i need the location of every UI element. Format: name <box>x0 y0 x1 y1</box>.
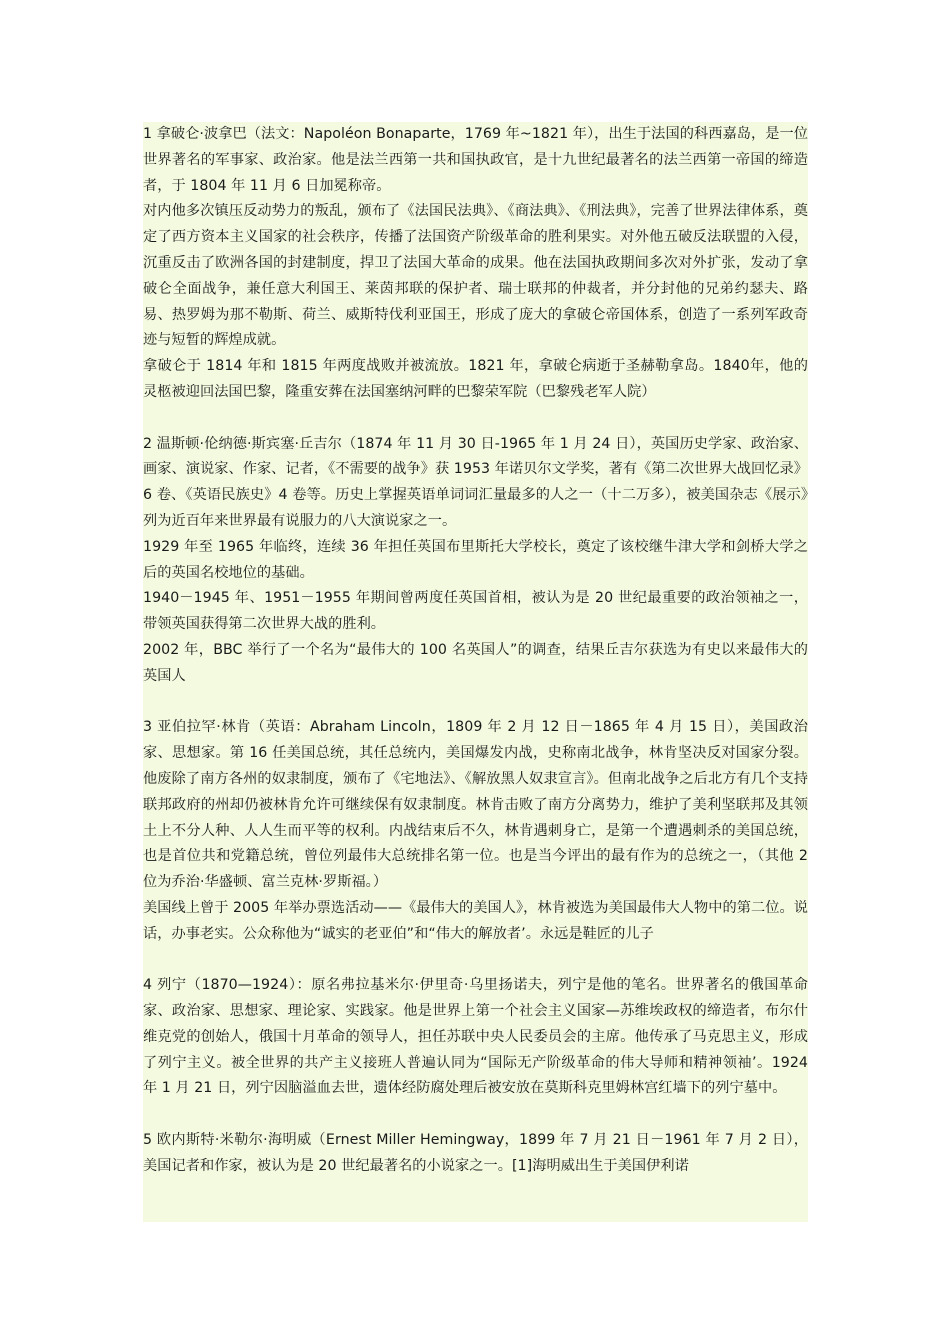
paragraph-lincoln-vote: 美国线上曾于 2005 年举办票选活动——《最伟大的美国人》，林肯被选为美国最伟大人物中的第二位。说话，办事老实。公众称他为“诚实的老亚伯”和“伟大的解放者’。永远是鞋匠的儿子 <box>143 899 808 942</box>
paragraph-lincoln-intro: 3 亚伯拉罕·林肯（英语：Abraham Lincoln，1809 年 2 月 12 日－1865 年 4 月 15 日），美国政治家、思想家。第 16 任美国总统，其任总统内，美国爆发内战，史称南北战争，林肯坚决反对国家分裂。他废除了南方各州的奴隶制度，颁布了《宅地法》、《解放黑人奴隶宣言》。但南北战争之后北方有几个支持联邦政府的州却仍被林肯允许可继续保有奴隶制度。林肯击败了南方分离势力，维护了美利坚联邦及其领土上不分人种、人人生而平等的权利。内战结束后不久，林肯遇刺身亡，是第一个遭遇刺杀的美国总统，也是首位共和党籍总统，曾位列最伟大总统排名第一位。也是当今评出的最有作为的总统之一，（其他 2 位为乔治·华盛顿、富兰克林·罗斯福。） <box>143 719 808 891</box>
paragraph-churchill-pm: 1940－1945 年、1951－1955 年期间曾两度任英国首相，被认为是 20 世纪最重要的政治领袖之一，带领英国获得第二次世界大战的胜利。 <box>143 590 808 633</box>
paragraph-lenin: 4 列宁（1870—1924）：原名弗拉基米尔·伊里奇·乌里扬诺夫，列宁是他的笔名。世界著名的俄国革命家、政治家、思想家、理论家、实践家。他是世界上第一个社会主义国家—苏维埃政权的缔造者，布尔什维克党的创始人，俄国十月革命的领导人，担任苏联中央人民委员会的主席。他传承了马克思主义，形成了列宁主义。被全世界的共产主义接班人普遍认同为“国际无产阶级革命的伟大导师和精神领袖’。1924 年 1 月 21 日，列宁因脑溢血去世，遗体经防腐处理后被安放在莫斯科克里姆林宫红墙下的列宁墓中。 <box>143 977 808 1097</box>
paragraph-hemingway: 5 欧内斯特·米勒尔·海明威（Ernest Miller Hemingway，1899 年 7 月 21 日－1961 年 7 月 2 日），美国记者和作家，被认为是 20 世纪最著名的小说家之一。[1]海明威出生于美国伊利诺 <box>143 1132 808 1174</box>
section-gap <box>143 1102 808 1128</box>
paragraph-napoleon-intro: 1 拿破仑·波拿巴（法文：Napoléon Bonaparte，1769 年~1821 年），出生于法国的科西嘉岛，是一位世界著名的军事家、政治家。他是法兰西第一共和国执政官，是十九世纪最著名的法兰西第一帝国的缔造者，于 1804 年 11 月 6 日加冕称帝。 <box>143 126 808 194</box>
section-gap <box>143 406 808 432</box>
section-gap <box>143 948 808 974</box>
paragraph-churchill-intro: 2 温斯顿·伦纳德·斯宾塞·丘吉尔（1874 年 11 月 30 日-1965 年 1 月 24 日），英国历史学家、政治家、画家、演说家、作家、记者，《不需要的战争》获 1953 年诺贝尔文学奖，著有《第二次世界大战回忆录》6 卷、《英语民族史》4 卷等。历史上掌握英语单词词汇量最多的人之一（十二万多），被美国杂志《展示》列为近百年来世界最有说服力的八大演说家之一。 <box>143 435 808 529</box>
document-content <box>143 122 808 1222</box>
paragraph-churchill-bbc: 2002 年，BBC 举行了一个名为“最伟大的 100 名英国人”的调查，结果丘吉尔获选为有史以来最伟大的英国人 <box>143 641 808 684</box>
paragraph-napoleon-achievements: 对内他多次镇压反动势力的叛乱，颁布了《法国民法典》、《商法典》、《刑法典》，完善了世界法律体系，奠定了西方资本主义国家的社会秩序，传播了法国资产阶级革命的胜利果实。对外他五破反法联盟的入侵，沉重反击了欧洲各国的封建制度，捍卫了法国大革命的成果。他在法国执政期间多次对外扩张，发动了拿破仑全面战争，兼任意大利国王、莱茵邦联的保护者、瑞士联邦的仲裁者，并分封他的兄弟约瑟夫、路易、热罗姆为那不勒斯、荷兰、威斯特伐利亚国王，形成了庞大的拿破仑帝国体系，创造了一系列军政奇迹与短暂的辉煌成就。 <box>143 203 808 349</box>
paragraph-churchill-chancellor: 1929 年至 1965 年临终，连续 36 年担任英国布里斯托大学校长，奠定了该校继牛津大学和剑桥大学之后的英国名校地位的基础。 <box>143 538 808 581</box>
section-gap <box>143 690 808 716</box>
paragraph-napoleon-exile: 拿破仑于 1814 年和 1815 年两度战败并被流放。1821 年，拿破仑病逝于圣赫勒拿岛。1840年，他的灵柩被迎回法国巴黎，隆重安葬在法国塞纳河畔的巴黎荣军院（巴黎残老军人院） <box>143 358 808 400</box>
